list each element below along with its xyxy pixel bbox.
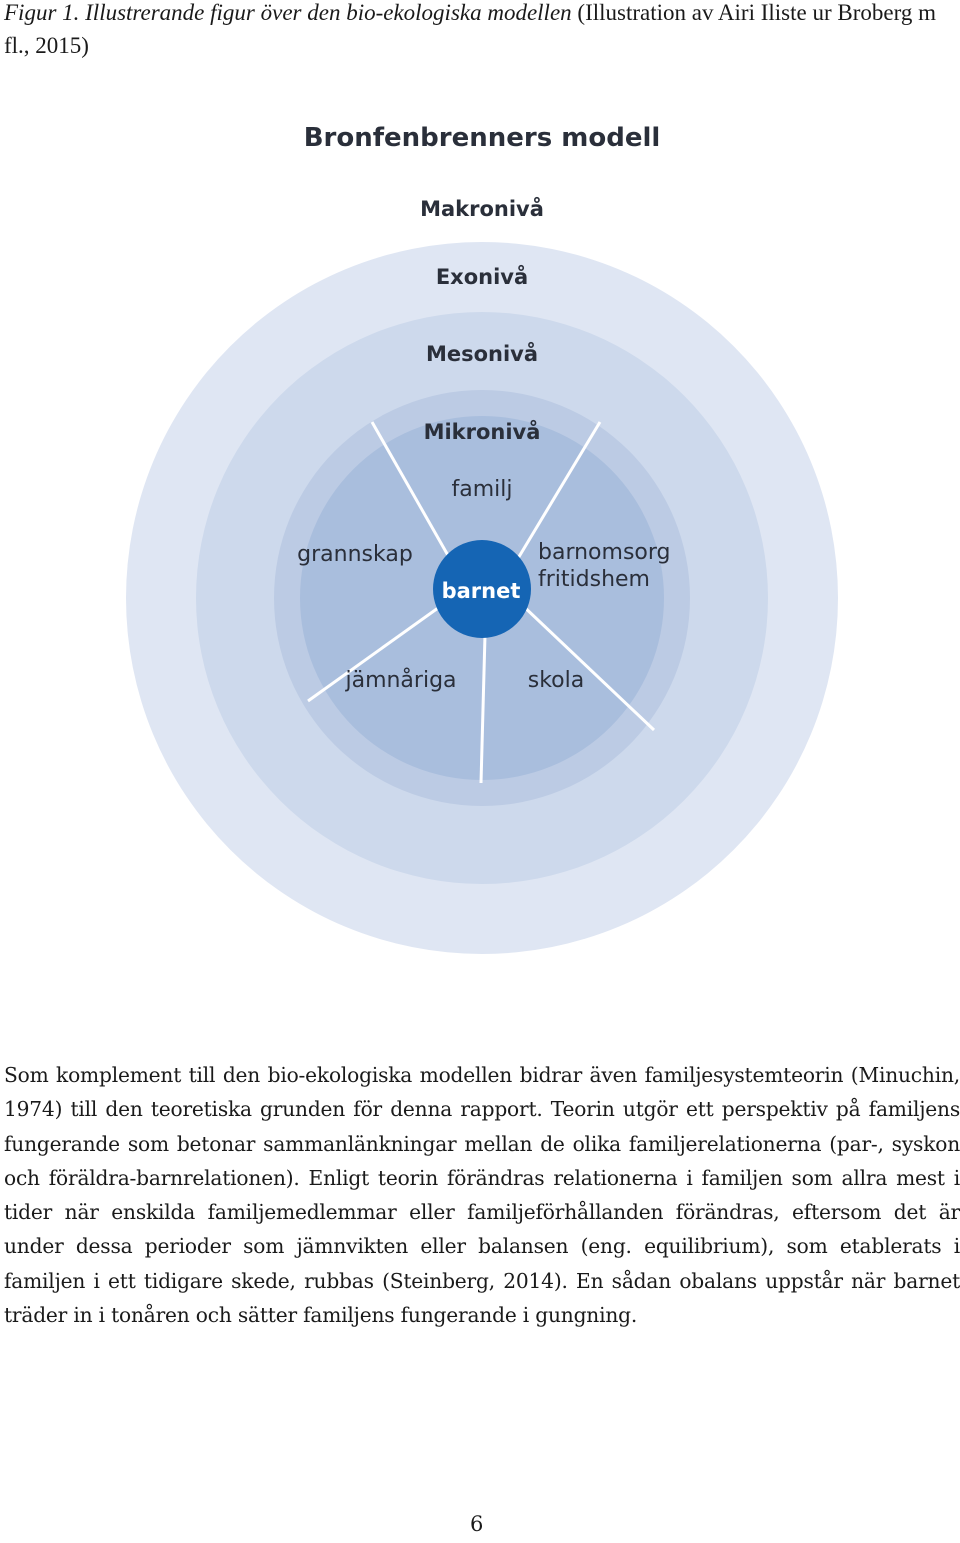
label-makroniva: Makronivå	[420, 197, 544, 221]
label-familj: familj	[451, 477, 513, 502]
body-paragraph: Som komplement till den bio-ekologiska modellen bidrar även familjesystemteorin (Minuchin, 1974) till den teoretiska grunden för denna rapport. Teorin utgör ett perspektiv på familjens fungerande som betonar sammanlänkningar mellan de olika familjerelationerna (par-, syskon och föräldra-barnrelationen). Enligt teorin förändras relationerna i familjen som allra mest i tider när enskilda familjemedlemmar eller familjeförhållanden förändras, eftersom det är under dessa perioder som jämnvikten eller balansen (eng. equilibrium), som etablerats i familjen i ett tidigare skede, rubbas (Steinberg, 2014). En sådan obalans uppstår när barnet träder in i tonåren och sätter familjens fungerande i gungning.	[4, 1063, 960, 1328]
caption-title: Figur 1. Illustrerande figur över den bio-ekologiska modellen	[4, 0, 572, 25]
label-mikroniva: Mikronivå	[423, 420, 541, 444]
bronfenbrenner-diagram	[0, 95, 960, 965]
label-barnet: barnet	[441, 579, 521, 603]
caption-source: (Illustration av Airi Iliste ur Broberg m fl., 2015)	[4, 0, 936, 58]
figure-caption	[4, 0, 956, 62]
label-barnomsorg: barnomsorg	[538, 540, 671, 565]
label-mesoniva: Mesonivå	[425, 342, 539, 366]
diagram-svg	[0, 95, 960, 965]
page-number: 6	[470, 1512, 484, 1536]
label-jamnariga: jämnåriga	[345, 668, 457, 693]
label-exoniva: Exonivå	[435, 265, 529, 289]
label-skola: skola	[527, 668, 585, 693]
label-fritidshem: fritidshem	[538, 567, 650, 592]
label-grannskap: grannskap	[297, 542, 413, 567]
diagram-title: Bronfenbrenners modell	[303, 123, 661, 153]
